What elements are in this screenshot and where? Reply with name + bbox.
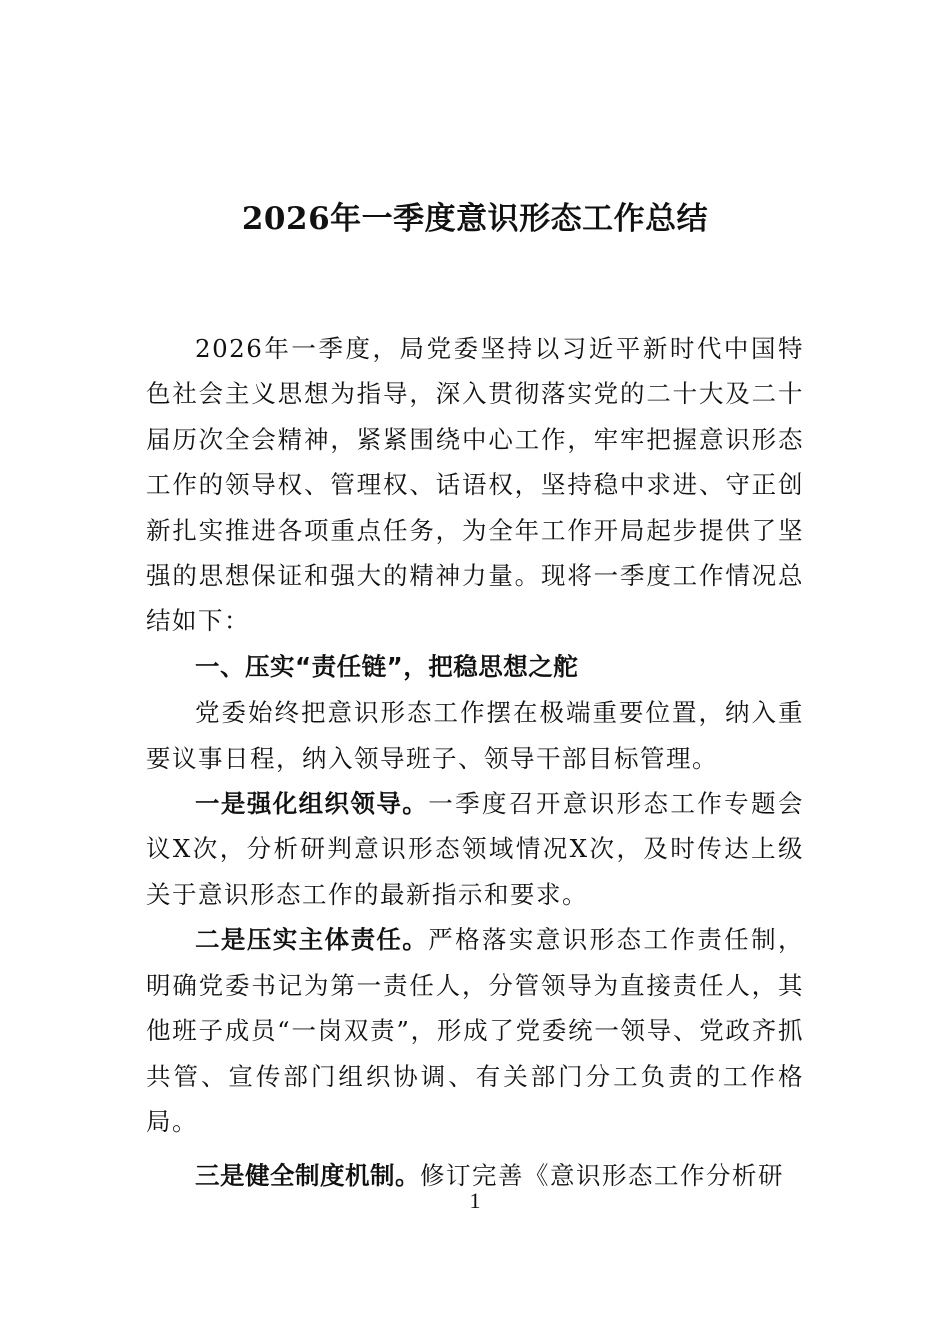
item-text-1: 一季度召开意识形态工作专题会议X次，分析研判意识形态领域情况X次，及时传达上级关于意识形态工作的最新指示和要求。 — [146, 789, 805, 909]
item-lead-2: 二是压实主体责任。 — [195, 925, 429, 955]
item-paragraph-1 — [146, 781, 804, 917]
section-heading: 一、压实“责任链”，把稳思想之舵 — [195, 651, 579, 681]
intro-paragraph: 2026年一季度，局党委坚持以习近平新时代中国特色社会主义思想为指导，深入贯彻落实党的二十大及二十届历次全会精神，紧紧围绕中心工作，牢牢把握意识形态工作的领导权、管理权、话语权，坚持稳中求进、守正创新扎实推进各项重点任务，为全年工作开局起步提供了坚强的思想保证和强大的精神力量。现将一季度工作情况总结如下： — [146, 334, 804, 636]
section-paragraph: 党委始终把意识形态工作摆在极端重要位置，纳入重要议事日程，纳入领导班子、领导干部目标管理。 — [146, 698, 804, 773]
document-body — [146, 326, 804, 1199]
item-lead-1: 一是强化组织领导。 — [195, 789, 429, 819]
item-lead-3: 三是健全制度机制。 — [195, 1161, 420, 1191]
document-title: 2026年一季度意识形态工作总结 — [241, 201, 709, 237]
item-text-2: 严格落实意识形态工作责任制，明确党委书记为第一责任人，分管领导为直接责任人，其他班子成员“一岗双责”，形成了党委统一领导、党政齐抓共管、宣传部门组织协调、有关部门分工负责的工作格局。 — [146, 925, 805, 1136]
item-paragraph-2 — [146, 917, 804, 1144]
item-text-3: 修订完善《意识形态工作分析研 — [420, 1161, 784, 1191]
page-number: 1 — [469, 1188, 481, 1213]
